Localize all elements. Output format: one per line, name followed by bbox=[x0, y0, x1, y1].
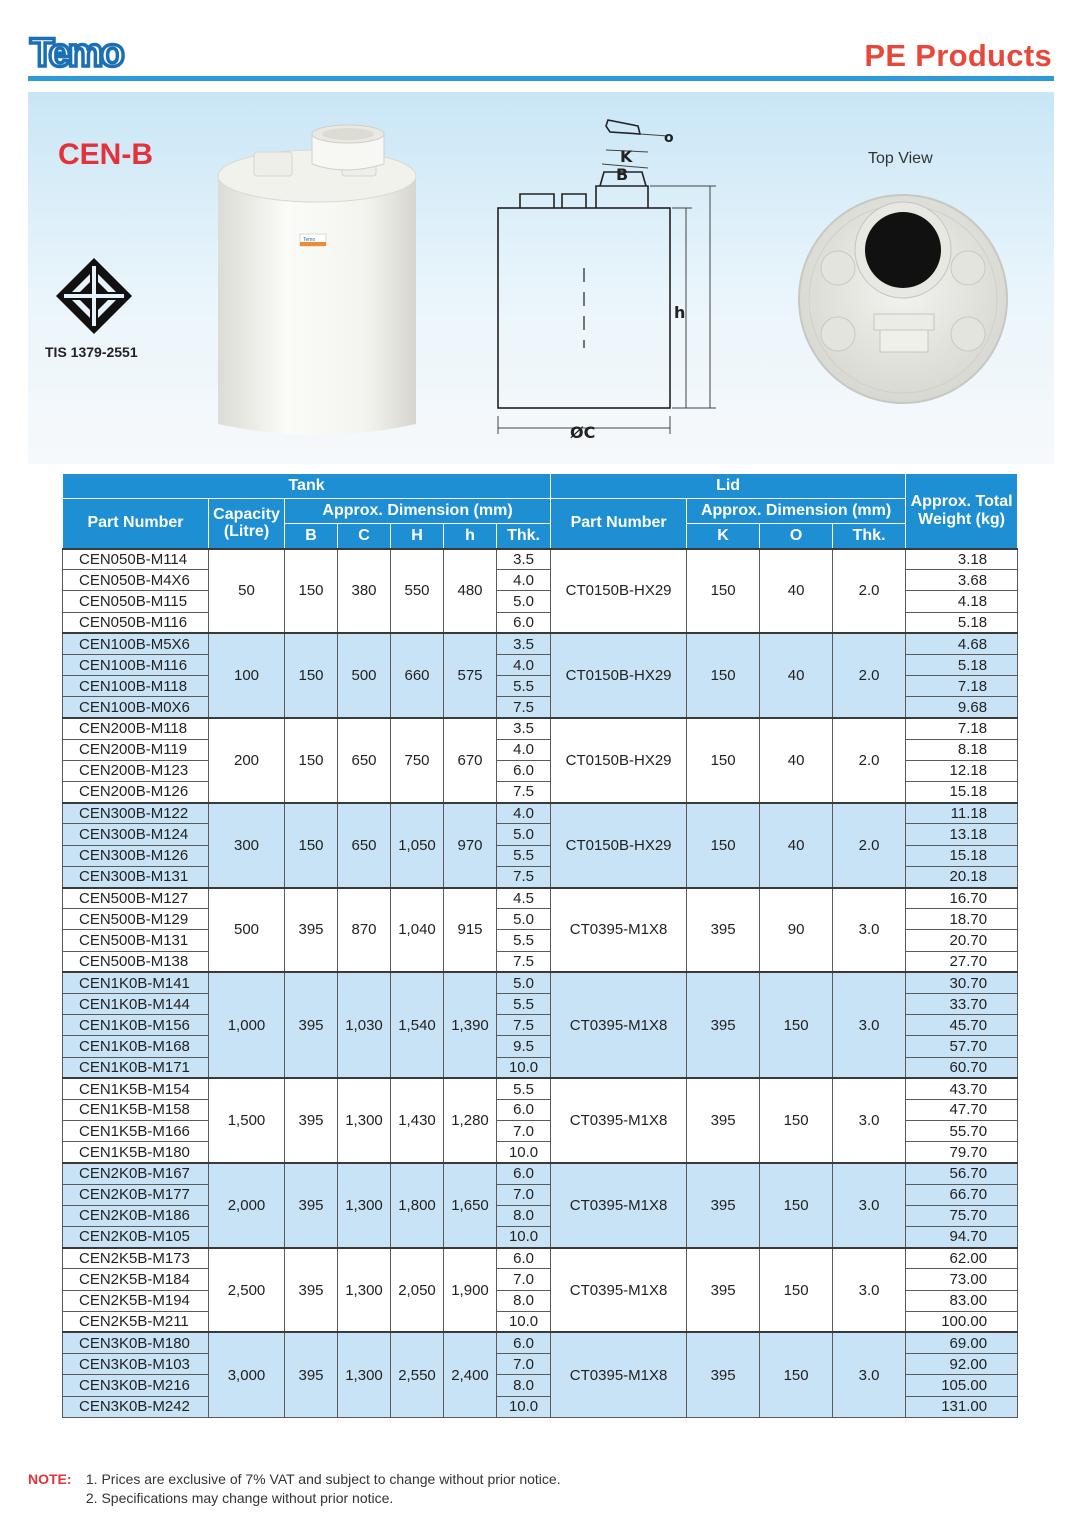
tank-thickness-cell: 6.0 bbox=[497, 1248, 551, 1269]
tank-thickness-cell: 6.0 bbox=[497, 1163, 551, 1184]
total-weight-cell: 55.70 bbox=[906, 1121, 1018, 1142]
tank-part-number: CEN1K5B-M180 bbox=[63, 1142, 209, 1163]
header-k: K bbox=[687, 524, 760, 549]
tank-thickness-cell: 10.0 bbox=[497, 1142, 551, 1163]
lid-part-number: CT0395-M1X8 bbox=[551, 1078, 687, 1163]
tank-part-number: CEN2K5B-M194 bbox=[63, 1290, 209, 1311]
tank-part-number: CEN300B-M122 bbox=[63, 803, 209, 824]
tank-part-number: CEN1K5B-M158 bbox=[63, 1099, 209, 1120]
tank-part-number: CEN2K5B-M211 bbox=[63, 1311, 209, 1332]
lid-part-number: CT0150B-HX29 bbox=[551, 718, 687, 803]
tank-part-number: CEN1K0B-M171 bbox=[63, 1057, 209, 1078]
tank-part-number: CEN2K0B-M177 bbox=[63, 1184, 209, 1205]
tank-thickness-cell: 4.0 bbox=[497, 739, 551, 760]
temo-logo bbox=[28, 28, 148, 74]
lid-o-cell: 40 bbox=[760, 718, 833, 803]
table-row bbox=[63, 972, 1018, 993]
tank-part-number: CEN050B-M114 bbox=[63, 549, 209, 570]
lid-thickness-cell: 3.0 bbox=[833, 1163, 906, 1248]
header-b: B bbox=[285, 524, 338, 549]
tank-part-number: CEN2K0B-M186 bbox=[63, 1205, 209, 1226]
lid-part-number: CT0150B-HX29 bbox=[551, 803, 687, 888]
lid-k-cell: 150 bbox=[687, 803, 760, 888]
tank-thickness-cell: 7.0 bbox=[497, 1184, 551, 1205]
dim-c-cell: 1,300 bbox=[338, 1163, 391, 1248]
dim-h-cell: 670 bbox=[444, 718, 497, 803]
lid-k-cell: 395 bbox=[687, 1163, 760, 1248]
tank-thickness-cell: 9.5 bbox=[497, 1036, 551, 1057]
lid-part-number: CT0395-M1X8 bbox=[551, 972, 687, 1078]
tank-thickness-cell: 5.5 bbox=[497, 930, 551, 951]
spec-table bbox=[62, 473, 1018, 1418]
tank-thickness-cell: 3.5 bbox=[497, 718, 551, 739]
tank-thickness-cell: 5.0 bbox=[497, 591, 551, 612]
total-weight-cell: 73.00 bbox=[906, 1269, 1018, 1290]
capacity-cell: 100 bbox=[209, 633, 285, 718]
tank-part-number: CEN1K0B-M168 bbox=[63, 1036, 209, 1057]
dim-b-cell: 150 bbox=[285, 718, 338, 803]
lid-thickness-cell: 3.0 bbox=[833, 1332, 906, 1417]
dim-h-cell: 575 bbox=[444, 633, 497, 718]
lid-thickness-cell: 3.0 bbox=[833, 888, 906, 973]
lid-k-cell: 395 bbox=[687, 1078, 760, 1163]
tank-thickness-cell: 6.0 bbox=[497, 760, 551, 781]
total-weight-cell: 7.18 bbox=[906, 676, 1018, 697]
total-weight-cell: 105.00 bbox=[906, 1375, 1018, 1396]
total-weight-cell: 60.70 bbox=[906, 1057, 1018, 1078]
dim-c-cell: 1,300 bbox=[338, 1332, 391, 1417]
total-weight-cell: 9.68 bbox=[906, 697, 1018, 718]
lid-thickness-cell: 3.0 bbox=[833, 972, 906, 1078]
total-weight-cell: 15.18 bbox=[906, 845, 1018, 866]
lid-o-cell: 40 bbox=[760, 633, 833, 718]
header-h: h bbox=[444, 524, 497, 549]
dim-label-h-small: h bbox=[674, 303, 686, 322]
lid-part-number: CT0395-M1X8 bbox=[551, 1332, 687, 1417]
table-row bbox=[63, 1163, 1018, 1184]
dim-b-cell: 150 bbox=[285, 803, 338, 888]
note-item: 2. Specifications may change without prior notice. bbox=[85, 1490, 394, 1506]
table-row bbox=[63, 888, 1018, 909]
lid-thickness-cell: 2.0 bbox=[833, 718, 906, 803]
table-row bbox=[63, 1332, 1018, 1353]
temo-logo-mark bbox=[28, 28, 148, 74]
header-lid: Lid bbox=[551, 474, 906, 499]
header-divider bbox=[28, 76, 1054, 81]
tank-thickness-cell: 10.0 bbox=[497, 1311, 551, 1332]
total-weight-cell: 30.70 bbox=[906, 972, 1018, 993]
tank-thickness-cell: 10.0 bbox=[497, 1396, 551, 1417]
dim-label-o: o bbox=[664, 130, 674, 146]
dim-c-cell: 650 bbox=[338, 803, 391, 888]
notes bbox=[28, 1470, 561, 1508]
tank-thickness-cell: 10.0 bbox=[497, 1057, 551, 1078]
tank-thickness-cell: 10.0 bbox=[497, 1227, 551, 1248]
lid-thickness-cell: 3.0 bbox=[833, 1248, 906, 1333]
lid-part-number: CT0395-M1X8 bbox=[551, 888, 687, 973]
dim-h-cell: 2,400 bbox=[444, 1332, 497, 1417]
total-weight-cell: 5.18 bbox=[906, 654, 1018, 675]
header-o: O bbox=[760, 524, 833, 549]
capacity-cell: 3,000 bbox=[209, 1332, 285, 1417]
total-weight-cell: 43.70 bbox=[906, 1078, 1018, 1099]
total-weight-cell: 79.70 bbox=[906, 1142, 1018, 1163]
lid-k-cell: 150 bbox=[687, 633, 760, 718]
dim-H-cell: 2,050 bbox=[391, 1248, 444, 1333]
tank-part-number: CEN100B-M5X6 bbox=[63, 633, 209, 654]
note-item: 1. Prices are exclusive of 7% VAT and subject to change without prior notice. bbox=[85, 1471, 561, 1487]
dim-c-cell: 1,030 bbox=[338, 972, 391, 1078]
tank-thickness-cell: 7.5 bbox=[497, 782, 551, 803]
lid-thickness-cell: 2.0 bbox=[833, 633, 906, 718]
dim-label-b: B bbox=[616, 165, 629, 184]
temo-logo-text: Temo bbox=[30, 31, 122, 74]
dim-h-cell: 1,280 bbox=[444, 1078, 497, 1163]
total-weight-cell: 3.68 bbox=[906, 570, 1018, 591]
tank-thickness-cell: 5.5 bbox=[497, 993, 551, 1014]
dim-label-diameter: ØC bbox=[570, 423, 596, 442]
header-c: C bbox=[338, 524, 391, 549]
total-weight-cell: 3.18 bbox=[906, 549, 1018, 570]
table-row bbox=[63, 633, 1018, 654]
lid-k-cell: 150 bbox=[687, 549, 760, 634]
tank-part-number: CEN3K0B-M216 bbox=[63, 1375, 209, 1396]
dim-b-cell: 150 bbox=[285, 633, 338, 718]
total-weight-cell: 15.18 bbox=[906, 782, 1018, 803]
lid-o-cell: 150 bbox=[760, 972, 833, 1078]
tank-part-number: CEN200B-M126 bbox=[63, 782, 209, 803]
total-weight-cell: 11.18 bbox=[906, 803, 1018, 824]
capacity-cell: 200 bbox=[209, 718, 285, 803]
total-weight-cell: 45.70 bbox=[906, 1015, 1018, 1036]
total-weight-cell: 47.70 bbox=[906, 1099, 1018, 1120]
tank-part-number: CEN2K5B-M173 bbox=[63, 1248, 209, 1269]
dim-H-cell: 2,550 bbox=[391, 1332, 444, 1417]
tank-part-number: CEN2K0B-M105 bbox=[63, 1227, 209, 1248]
lid-k-cell: 395 bbox=[687, 888, 760, 973]
tank-part-number: CEN200B-M118 bbox=[63, 718, 209, 739]
tank-thickness-cell: 7.0 bbox=[497, 1121, 551, 1142]
capacity-cell: 1,500 bbox=[209, 1078, 285, 1163]
table-row bbox=[63, 1078, 1018, 1099]
tank-thickness-cell: 4.0 bbox=[497, 803, 551, 824]
dim-h-cell: 915 bbox=[444, 888, 497, 973]
tank-part-number: CEN300B-M126 bbox=[63, 845, 209, 866]
spec-table-header bbox=[63, 474, 1018, 549]
tank-sticker-brand: Temo bbox=[303, 237, 316, 243]
lid-part-number: CT0395-M1X8 bbox=[551, 1248, 687, 1333]
header-capacity: Capacity (Litre) bbox=[209, 499, 285, 549]
dim-h-cell: 970 bbox=[444, 803, 497, 888]
total-weight-cell: 66.70 bbox=[906, 1184, 1018, 1205]
tank-part-number: CEN300B-M131 bbox=[63, 866, 209, 887]
tank-thickness-cell: 6.0 bbox=[497, 612, 551, 633]
tank-thickness-cell: 5.0 bbox=[497, 909, 551, 930]
total-weight-cell: 4.68 bbox=[906, 633, 1018, 654]
dim-c-cell: 380 bbox=[338, 549, 391, 634]
dim-H-cell: 1,050 bbox=[391, 803, 444, 888]
total-weight-cell: 13.18 bbox=[906, 824, 1018, 845]
tank-part-number: CEN050B-M115 bbox=[63, 591, 209, 612]
tank-top-view bbox=[796, 192, 1010, 406]
lid-thickness-cell: 2.0 bbox=[833, 549, 906, 634]
total-weight-cell: 18.70 bbox=[906, 909, 1018, 930]
tank-thickness-cell: 7.0 bbox=[497, 1354, 551, 1375]
total-weight-cell: 69.00 bbox=[906, 1332, 1018, 1353]
total-weight-cell: 20.70 bbox=[906, 930, 1018, 951]
dim-b-cell: 395 bbox=[285, 1248, 338, 1333]
total-weight-cell: 100.00 bbox=[906, 1311, 1018, 1332]
tank-thickness-cell: 5.5 bbox=[497, 676, 551, 697]
table-row bbox=[63, 549, 1018, 570]
tank-thickness-cell: 6.0 bbox=[497, 1332, 551, 1353]
lid-part-number: CT0150B-HX29 bbox=[551, 633, 687, 718]
tank-part-number: CEN100B-M118 bbox=[63, 676, 209, 697]
tank-thickness-cell: 3.5 bbox=[497, 549, 551, 570]
lid-k-cell: 150 bbox=[687, 718, 760, 803]
lid-o-cell: 150 bbox=[760, 1248, 833, 1333]
capacity-cell: 300 bbox=[209, 803, 285, 888]
tank-thickness-cell: 8.0 bbox=[497, 1375, 551, 1396]
tank-part-number: CEN300B-M124 bbox=[63, 824, 209, 845]
page-header bbox=[0, 0, 1070, 92]
dim-H-cell: 1,040 bbox=[391, 888, 444, 973]
tank-thickness-cell: 4.0 bbox=[497, 654, 551, 675]
note-list bbox=[86, 1470, 561, 1508]
tank-part-number: CEN1K5B-M166 bbox=[63, 1121, 209, 1142]
dim-h-cell: 1,900 bbox=[444, 1248, 497, 1333]
tank-thickness-cell: 6.0 bbox=[497, 1099, 551, 1120]
tank-thickness-cell: 8.0 bbox=[497, 1290, 551, 1311]
header-total-weight: Approx. Total Weight (kg) bbox=[906, 474, 1018, 549]
tank-thickness-cell: 7.5 bbox=[497, 1015, 551, 1036]
tank-thickness-cell: 3.5 bbox=[497, 633, 551, 654]
total-weight-cell: 33.70 bbox=[906, 993, 1018, 1014]
total-weight-cell: 4.18 bbox=[906, 591, 1018, 612]
tank-part-number: CEN3K0B-M103 bbox=[63, 1354, 209, 1375]
tank-photo bbox=[212, 124, 422, 444]
tank-thickness-cell: 4.0 bbox=[497, 570, 551, 591]
tank-part-number: CEN500B-M131 bbox=[63, 930, 209, 951]
lid-part-number: CT0395-M1X8 bbox=[551, 1163, 687, 1248]
dim-h-cell: 480 bbox=[444, 549, 497, 634]
dim-c-cell: 650 bbox=[338, 718, 391, 803]
product-hero bbox=[28, 92, 1054, 464]
dim-h-cell: 1,650 bbox=[444, 1163, 497, 1248]
tank-part-number: CEN3K0B-M242 bbox=[63, 1396, 209, 1417]
dim-H-cell: 550 bbox=[391, 549, 444, 634]
dim-H-cell: 1,430 bbox=[391, 1078, 444, 1163]
total-weight-cell: 8.18 bbox=[906, 739, 1018, 760]
total-weight-cell: 27.70 bbox=[906, 951, 1018, 972]
lid-k-cell: 395 bbox=[687, 1332, 760, 1417]
dimension-diagram bbox=[488, 118, 738, 448]
header-tank: Tank bbox=[63, 474, 551, 499]
tank-thickness-cell: 7.5 bbox=[497, 697, 551, 718]
total-weight-cell: 56.70 bbox=[906, 1163, 1018, 1184]
tank-thickness-cell: 7.0 bbox=[497, 1269, 551, 1290]
tank-thickness-cell: 5.5 bbox=[497, 1078, 551, 1099]
total-weight-cell: 131.00 bbox=[906, 1396, 1018, 1417]
tank-thickness-cell: 5.0 bbox=[497, 972, 551, 993]
table-row bbox=[63, 803, 1018, 824]
lid-thickness-cell: 3.0 bbox=[833, 1078, 906, 1163]
table-row bbox=[63, 1248, 1018, 1269]
dim-b-cell: 395 bbox=[285, 1163, 338, 1248]
lid-o-cell: 90 bbox=[760, 888, 833, 973]
dim-c-cell: 870 bbox=[338, 888, 391, 973]
tank-part-number: CEN1K0B-M141 bbox=[63, 972, 209, 993]
dim-H-cell: 660 bbox=[391, 633, 444, 718]
dim-b-cell: 395 bbox=[285, 972, 338, 1078]
dim-H-cell: 750 bbox=[391, 718, 444, 803]
tank-part-number: CEN3K0B-M180 bbox=[63, 1332, 209, 1353]
tank-part-number: CEN2K0B-M167 bbox=[63, 1163, 209, 1184]
tank-thickness-cell: 7.5 bbox=[497, 951, 551, 972]
total-weight-cell: 57.70 bbox=[906, 1036, 1018, 1057]
table-row bbox=[63, 718, 1018, 739]
total-weight-cell: 5.18 bbox=[906, 612, 1018, 633]
dim-b-cell: 395 bbox=[285, 1332, 338, 1417]
total-weight-cell: 12.18 bbox=[906, 760, 1018, 781]
header-lid-dimension: Approx. Dimension (mm) bbox=[687, 499, 906, 524]
tank-part-number: CEN100B-M0X6 bbox=[63, 697, 209, 718]
tank-thickness-cell: 5.0 bbox=[497, 824, 551, 845]
tank-part-number: CEN200B-M119 bbox=[63, 739, 209, 760]
page-title: PE Products bbox=[864, 38, 1052, 73]
dim-H-cell: 1,540 bbox=[391, 972, 444, 1078]
lid-o-cell: 150 bbox=[760, 1078, 833, 1163]
lid-o-cell: 150 bbox=[760, 1332, 833, 1417]
model-code: CEN-B bbox=[58, 138, 153, 171]
lid-o-cell: 40 bbox=[760, 803, 833, 888]
total-weight-cell: 94.70 bbox=[906, 1227, 1018, 1248]
capacity-cell: 2,000 bbox=[209, 1163, 285, 1248]
lid-o-cell: 40 bbox=[760, 549, 833, 634]
tis-standard-label: TIS 1379-2551 bbox=[45, 344, 138, 360]
header-thk: Thk. bbox=[497, 524, 551, 549]
lid-part-number: CT0150B-HX29 bbox=[551, 549, 687, 634]
dim-label-k: K bbox=[620, 147, 633, 166]
dim-c-cell: 1,300 bbox=[338, 1248, 391, 1333]
total-weight-cell: 62.00 bbox=[906, 1248, 1018, 1269]
tank-part-number: CEN500B-M138 bbox=[63, 951, 209, 972]
dim-H-cell: 1,800 bbox=[391, 1163, 444, 1248]
tank-part-number: CEN1K0B-M156 bbox=[63, 1015, 209, 1036]
capacity-cell: 50 bbox=[209, 549, 285, 634]
spec-table-body bbox=[63, 549, 1018, 1418]
lid-thickness-cell: 2.0 bbox=[833, 803, 906, 888]
tank-part-number: CEN050B-M116 bbox=[63, 612, 209, 633]
total-weight-cell: 7.18 bbox=[906, 718, 1018, 739]
tis-certification-icon bbox=[54, 256, 134, 336]
tank-part-number: CEN100B-M116 bbox=[63, 654, 209, 675]
total-weight-cell: 20.18 bbox=[906, 866, 1018, 887]
tank-part-number: CEN2K5B-M184 bbox=[63, 1269, 209, 1290]
dim-b-cell: 395 bbox=[285, 1078, 338, 1163]
lid-o-cell: 150 bbox=[760, 1163, 833, 1248]
lid-k-cell: 395 bbox=[687, 1248, 760, 1333]
tank-part-number: CEN1K5B-M154 bbox=[63, 1078, 209, 1099]
total-weight-cell: 83.00 bbox=[906, 1290, 1018, 1311]
header-lid-thk: Thk. bbox=[833, 524, 906, 549]
total-weight-cell: 75.70 bbox=[906, 1205, 1018, 1226]
tank-thickness-cell: 5.5 bbox=[497, 845, 551, 866]
total-weight-cell: 92.00 bbox=[906, 1354, 1018, 1375]
tank-part-number: CEN500B-M129 bbox=[63, 909, 209, 930]
header-tank-dimension: Approx. Dimension (mm) bbox=[285, 499, 551, 524]
tank-part-number: CEN500B-M127 bbox=[63, 888, 209, 909]
header-H: H bbox=[391, 524, 444, 549]
capacity-cell: 2,500 bbox=[209, 1248, 285, 1333]
capacity-cell: 1,000 bbox=[209, 972, 285, 1078]
lid-k-cell: 395 bbox=[687, 972, 760, 1078]
dim-b-cell: 395 bbox=[285, 888, 338, 973]
tank-part-number: CEN200B-M123 bbox=[63, 760, 209, 781]
dim-c-cell: 500 bbox=[338, 633, 391, 718]
dim-b-cell: 150 bbox=[285, 549, 338, 634]
dim-c-cell: 1,300 bbox=[338, 1078, 391, 1163]
total-weight-cell: 16.70 bbox=[906, 888, 1018, 909]
capacity-cell: 500 bbox=[209, 888, 285, 973]
tank-thickness-cell: 4.5 bbox=[497, 888, 551, 909]
note-label: NOTE: bbox=[28, 1471, 72, 1487]
tank-thickness-cell: 7.5 bbox=[497, 866, 551, 887]
header-lid-part-number: Part Number bbox=[551, 499, 687, 549]
tank-part-number: CEN1K0B-M144 bbox=[63, 993, 209, 1014]
header-part-number: Part Number bbox=[63, 499, 209, 549]
top-view-label: Top View bbox=[868, 150, 933, 167]
tank-part-number: CEN050B-M4X6 bbox=[63, 570, 209, 591]
dim-h-cell: 1,390 bbox=[444, 972, 497, 1078]
tank-thickness-cell: 8.0 bbox=[497, 1205, 551, 1226]
